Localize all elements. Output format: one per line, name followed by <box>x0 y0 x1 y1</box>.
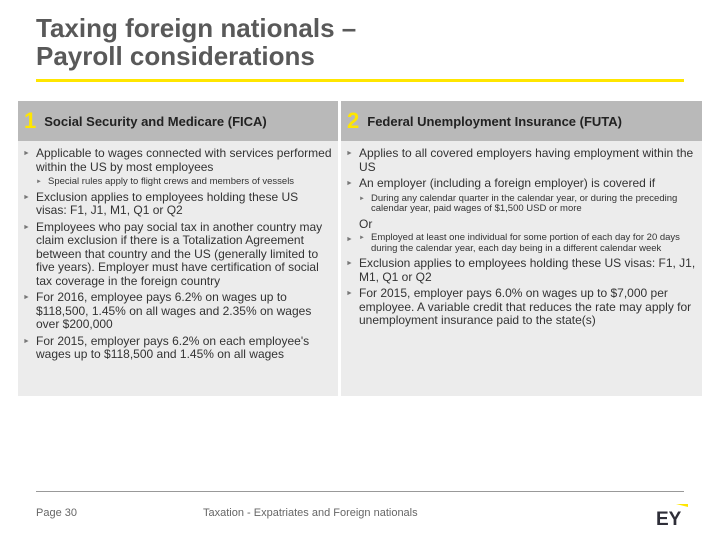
bullet: ► For 2016, employee pays 6.2% on wages up to $118,500, 1.45% on all wages and 2.35% on wages over $200,000 <box>22 291 332 332</box>
bullet: ► Exclusion applies to employees holding these US visas: F1, J1, M1, Q1 or Q2 <box>22 191 332 218</box>
title-line-2: Payroll considerations <box>36 41 315 71</box>
bullet: ► Exclusion applies to employees holding these US visas: F1, J1, M1, Q1 or Q2 <box>345 257 696 284</box>
footer-title: Taxation - Expatriates and Foreign nationals <box>203 507 418 519</box>
bullet: ► Applies to all covered employers having employment within the US <box>345 147 696 174</box>
panel-number: 1 <box>24 108 37 133</box>
bullet: ► Employees who pay social tax in another country may claim exclusion if there is a Totalization Agreement between that country and the US (generally limited to five years). Employer must have certification of social tax coverage in the foreign country <box>22 221 332 289</box>
or-connector: Or <box>359 216 373 231</box>
ey-logo-icon <box>656 504 688 526</box>
sub-bullet: ► During any calendar quarter in the calendar year, or during the preceding calendar year, paid wages of $1,500 USD or more <box>359 194 696 215</box>
title-line-1: Taxing foreign nationals – <box>36 13 357 43</box>
fica-panel-body <box>18 141 338 362</box>
panel-heading: Social Security and Medicare (FICA) <box>44 113 267 129</box>
sub-bullet: ► Special rules apply to flight crews and members of vessels <box>36 177 332 188</box>
bullet-text: Applicable to wages connected with services performed within the US by most employees <box>36 146 332 174</box>
bullet <box>345 177 696 215</box>
bullet: ► For 2015, employer pays 6.0% on wages up to $7,000 per employee. A variable credit that reduces the rate may apply for unemployment insurance paid to the state(s) <box>345 287 696 328</box>
bullet: ► For 2015, employer pays 6.2% on each employee's wages up to $118,500 and 1.45% on all wages <box>22 335 332 362</box>
slide-title <box>36 14 696 70</box>
page-number: Page 30 <box>36 507 77 519</box>
footer-divider <box>36 491 684 492</box>
futa-panel <box>341 101 702 396</box>
bullet-text: An employer (including a foreign employer) is covered if <box>359 176 656 190</box>
futa-panel-header <box>341 101 702 141</box>
bullet-group <box>345 233 696 254</box>
futa-panel-body <box>341 141 702 328</box>
sub-bullet: ► ► Employed at least one individual for some portion of each day for 20 days during the calendar year, each day being in a different calendar week <box>359 233 696 254</box>
fica-panel-header <box>18 101 338 141</box>
panel-number: 2 <box>347 108 360 133</box>
fica-panel <box>18 101 338 396</box>
title-underline <box>36 79 684 82</box>
bullet <box>22 147 332 188</box>
panel-heading: Federal Unemployment Insurance (FUTA) <box>367 113 622 129</box>
ey-logo-text: EY <box>656 509 682 526</box>
